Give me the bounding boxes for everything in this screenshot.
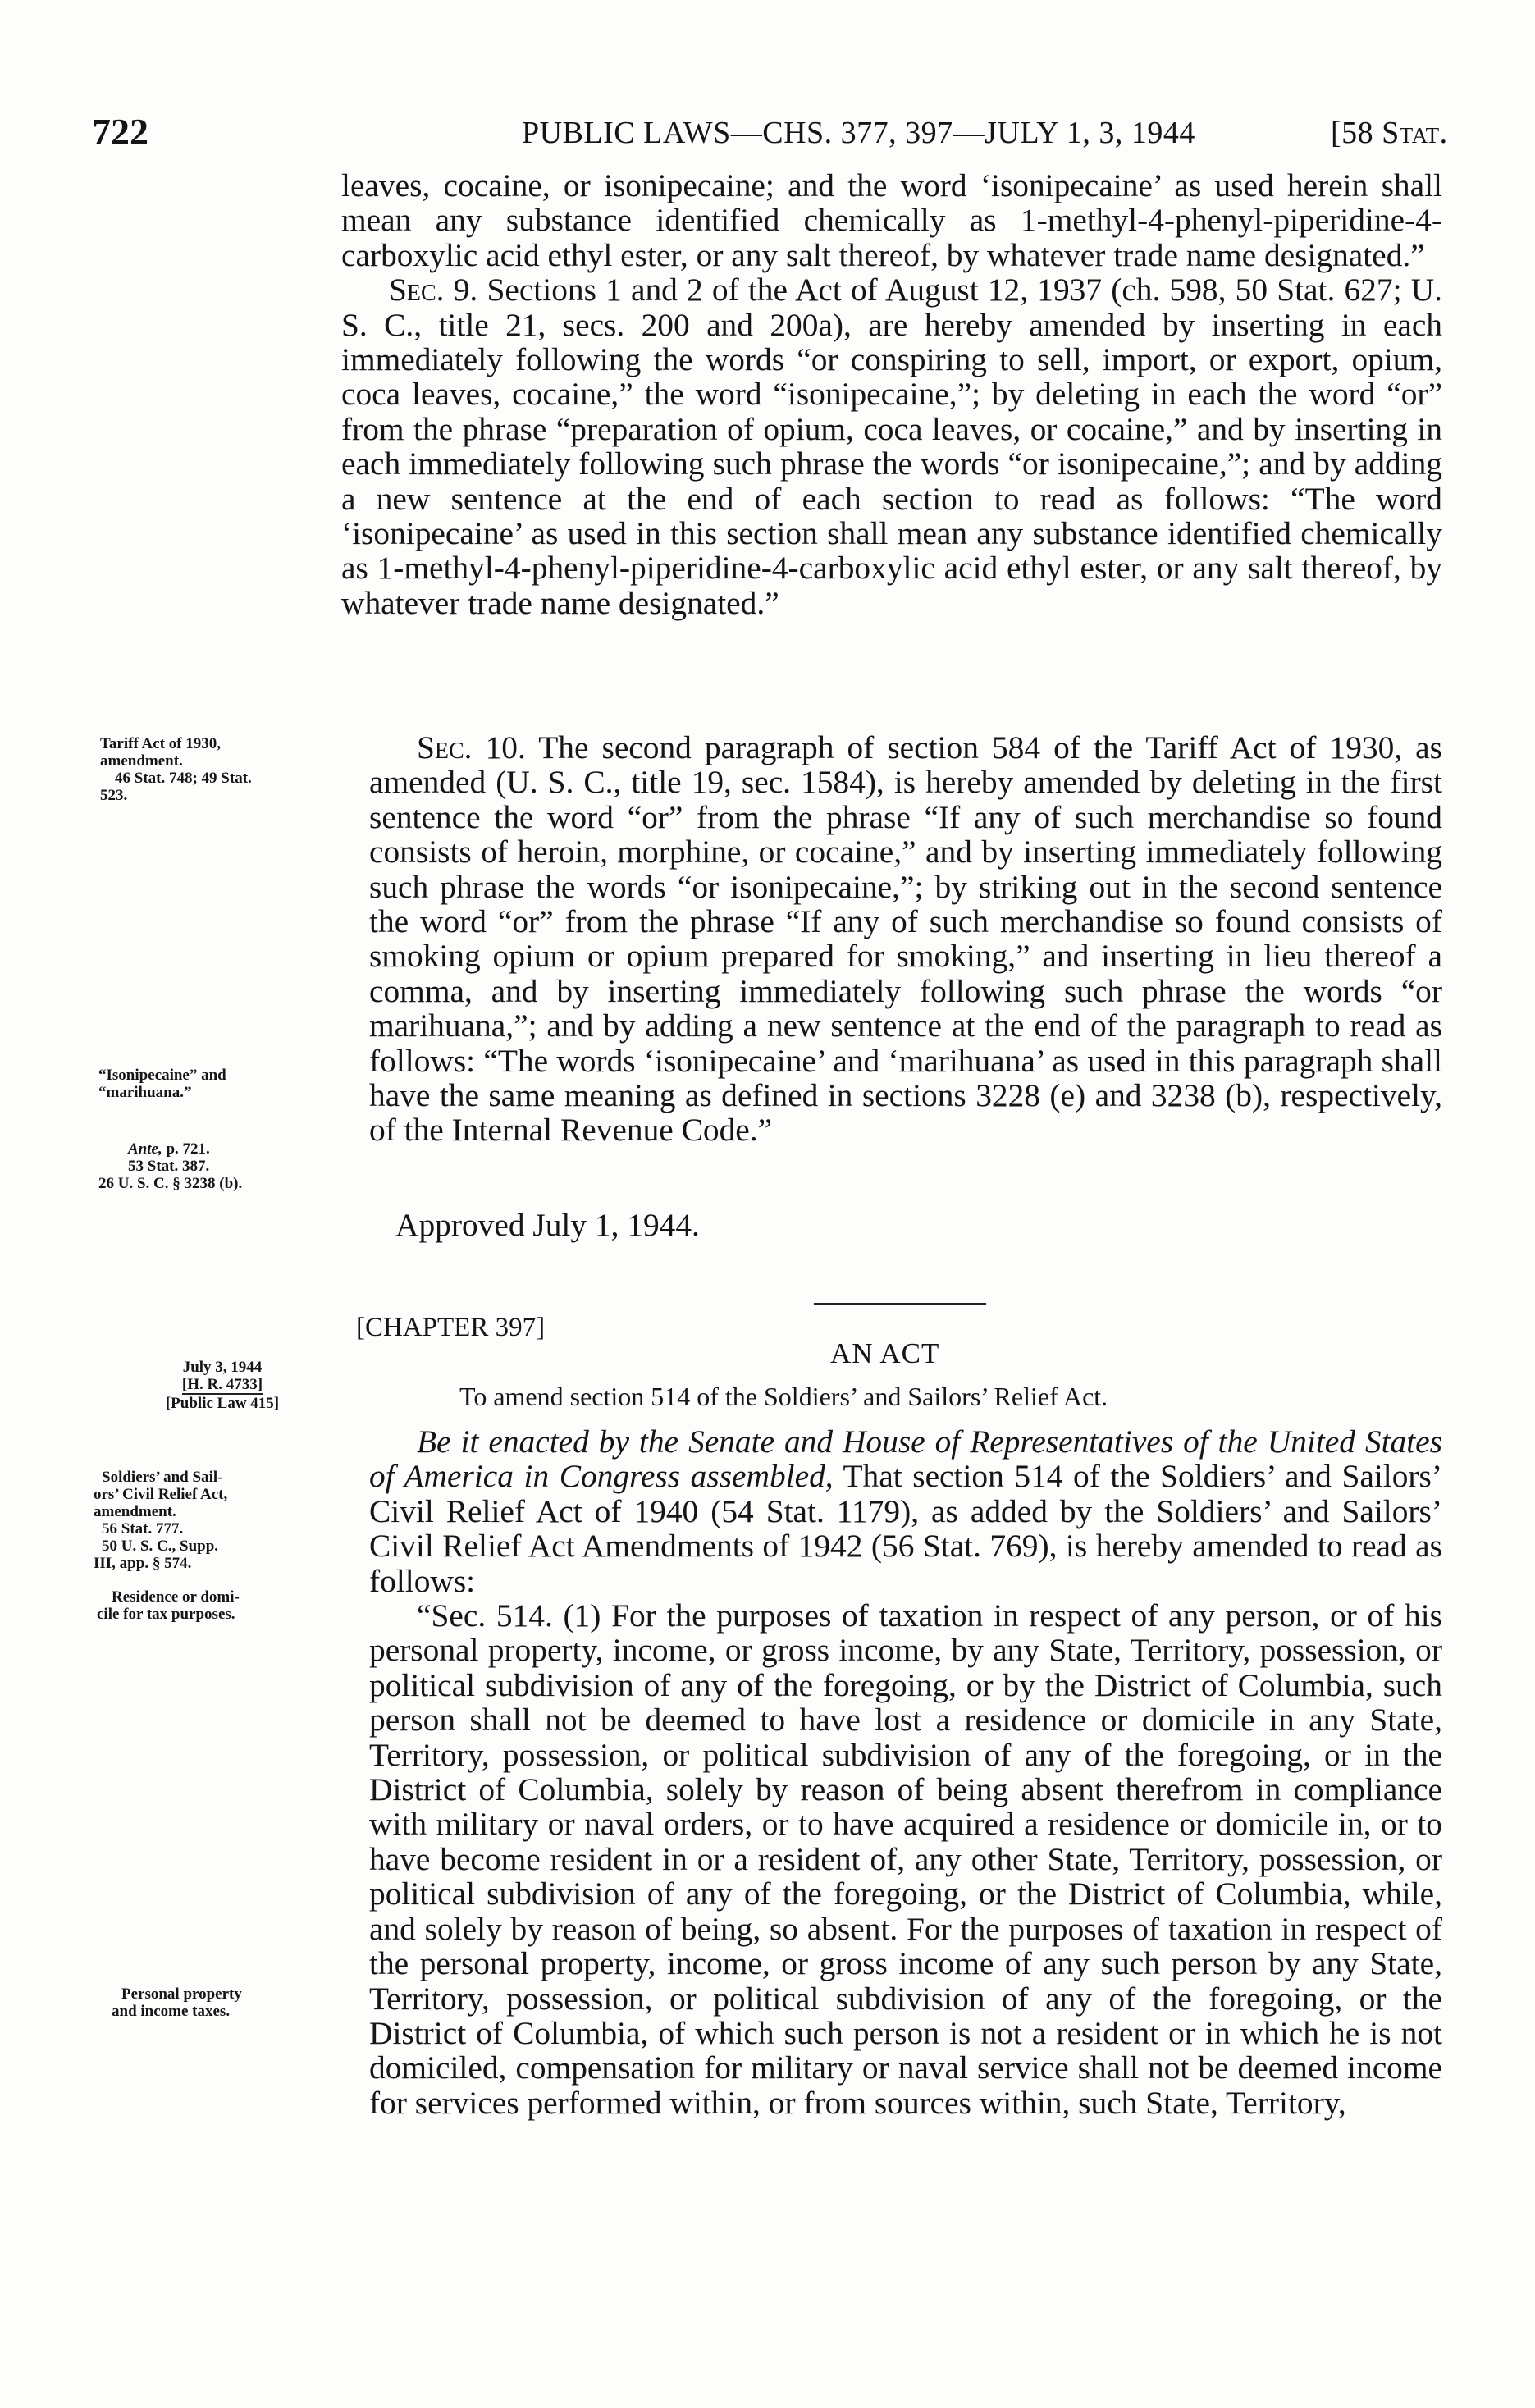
margin-line: 523. bbox=[100, 787, 128, 804]
margin-line: “Isonipecaine” and bbox=[98, 1067, 226, 1084]
margin-line: and income taxes. bbox=[112, 2003, 231, 2020]
margin-line: July 3, 1944 bbox=[182, 1359, 263, 1376]
margin-note-tariff bbox=[100, 735, 252, 804]
paragraph-continuation: leaves, cocaine, or isonipecaine; and the word ‘isonipecaine’ as used herein shall mean any substance identified chemically as 1-methyl-4-phenyl-piperidine-4-carboxylic acid ethyl ester, or any salt thereof, by whatever trade name designated.” bbox=[341, 167, 1442, 273]
chapter-397-text bbox=[369, 1424, 1442, 2120]
approval-line: Approved July 1, 1944. bbox=[395, 1207, 700, 1243]
page-number: 722 bbox=[92, 111, 148, 153]
margin-line bbox=[98, 1140, 242, 1158]
margin-line: 26 U. S. C. § 3238 (b). bbox=[98, 1175, 243, 1192]
margin-line: amendment. bbox=[100, 752, 183, 770]
margin-line: Personal property bbox=[121, 1985, 242, 2003]
ante-italic: Ante, bbox=[128, 1140, 162, 1158]
margin-line: cile for tax purposes. bbox=[97, 1606, 235, 1623]
paragraph-enacting bbox=[369, 1424, 1442, 1598]
paragraph-sec-9 bbox=[341, 272, 1442, 620]
sec-label: Sec. bbox=[389, 272, 445, 308]
enacting-clause: Be it enacted by the Senate and House of Representatives of the United States of America in Congress assembled, bbox=[369, 1423, 1442, 1495]
margin-line: Tariff Act of 1930, bbox=[100, 735, 222, 752]
volume-suffix: Stat. bbox=[1382, 116, 1448, 150]
paragraph-sec-514 bbox=[369, 1598, 1442, 2120]
margin-line-wrap bbox=[136, 1376, 308, 1395]
margin-line: “marihuana.” bbox=[98, 1084, 192, 1101]
chapter-heading: [CHAPTER 397] bbox=[356, 1313, 546, 1342]
paragraph-sec-10-text: 10. The second paragraph of section 584 of the Tariff Act of 1930, as amended (U. S. C., title 19, sec. 1584), is hereby amended by deleting in the first sentence the word “or” from the phrase “If any of such merchandise so found consists of heroin, morphine, or cocaine,” and by inserting immediately following such phrase the words “or isonipecaine,”; by striking out in the second sentence the word “or” from the phrase “If any of such merchandise so found consists of smoking opium or opium prepared for smoking,” and inserting in lieu thereof a comma, and by inserting immediately following such phrase the words “or marihuana,”; and by adding a new sentence at the end of the paragraph to read as follows: “The words ‘isonipecaine’ and ‘marihuana’ as used in this paragraph shall have the same meaning as defined in sections 3228 (e) and 3238 (b), respectively, of the Internal Revenue Code.” bbox=[369, 729, 1442, 1149]
act-purpose: To amend section 514 of the Soldiers’ and Sailors’ Relief Act. bbox=[459, 1382, 1108, 1411]
ante-rest: p. 721. bbox=[162, 1140, 210, 1158]
margin-note-personal bbox=[112, 1985, 242, 2020]
margin-line: [Public Law 415] bbox=[165, 1395, 280, 1412]
sec-label: “Sec. bbox=[417, 1597, 487, 1634]
paragraph-sec-10 bbox=[369, 730, 1442, 1148]
divider-rule bbox=[814, 1303, 986, 1305]
margin-note-dates bbox=[136, 1359, 308, 1412]
margin-line: 56 Stat. 777. bbox=[102, 1520, 184, 1538]
sec-label: Sec. bbox=[417, 729, 473, 765]
act-title: AN ACT bbox=[830, 1337, 940, 1369]
paragraph-sec-9-text: 9. Sections 1 and 2 of the Act of August 12, 1937 (ch. 598, 50 Stat. 627; U. S. C., title 21, secs. 200 and 200a), are hereby amended by inserting in each immediately following the words “or conspiring to sell, import, or export, opium, coca leaves, cocaine,” the word “isonipecaine,”; by deleting in each the word “or” from the phrase “preparation of opium, coca leaves, or cocaine,” and by inserting in each immediately following such phrase the words “or isonipecaine,”; and by adding a new sentence at the end of each section to read as follows: “The word ‘isonipecaine’ as used in this section shall mean any substance identified chemically as 1-methyl-4-phenyl-piperidine-4-carboxylic acid ethyl ester, or any salt thereof, by whatever trade name designated.” bbox=[341, 272, 1442, 621]
running-head: PUBLIC LAWS—CHS. 377, 397—JULY 1, 3, 1944 bbox=[522, 116, 1195, 150]
margin-line: ors’ Civil Relief Act, bbox=[94, 1486, 228, 1503]
margin-note-ante bbox=[98, 1140, 242, 1192]
paragraph-sec-514-text: 514. (1) For the purposes of taxation in respect of any person, or of his personal property, income, or gross income, by any State, Territory, possession, or political subdivision of any of the foregoing, or by the District of Columbia, such person shall not be deemed to have lost a residence or domicile in any State, Territory, possession, or political subdivision of any of the foregoing, or in the District of Columbia, solely by reason of being absent therefrom in compliance with military or naval orders, or to have acquired a residence or domicile in, or to have become resident in or a resident of, any other State, Territory, possession, or political subdivision of any of the foregoing, or the District of Columbia, while, and solely by reason of being, so absent. For the purposes of taxation in respect of the personal property, income, or gross income of any such person by any State, Territory, possession, or political subdivision of any of the foregoing, or the District of Columbia, of which such person is not a resident or in which he is not domiciled, compensation for military or naval service shall not be deemed income for services performed within, or from sources within, such State, Territory, bbox=[369, 1597, 1442, 2121]
volume-prefix: [58 bbox=[1331, 116, 1382, 150]
margin-line: Soldiers’ and Sail- bbox=[102, 1469, 223, 1486]
section-10-text bbox=[369, 730, 1442, 1148]
margin-note-ssrelief bbox=[94, 1469, 227, 1572]
margin-line: [H. R. 4733] bbox=[181, 1376, 263, 1393]
margin-line: III, app. § 574. bbox=[94, 1555, 192, 1572]
margin-line: 53 Stat. 387. bbox=[128, 1158, 210, 1175]
margin-line: 50 U. S. C., Supp. bbox=[102, 1538, 219, 1555]
margin-note-terms bbox=[98, 1067, 226, 1101]
volume-reference bbox=[1331, 115, 1448, 151]
margin-line: amendment. bbox=[94, 1503, 176, 1520]
paragraph-enacting-text: That section 514 of the Soldiers’ and Sailors’ Civil Relief Act of 1940 (54 Stat. 1179), as added by the Soldiers’ and Sailors’ Civil Relief Act Amendments of 1942 (56 Stat. 769), is hereby amended to read as follows: bbox=[369, 1458, 1442, 1599]
margin-note-residence bbox=[97, 1588, 240, 1623]
section-8-9-text bbox=[341, 168, 1442, 620]
margin-line: Residence or domi- bbox=[112, 1588, 240, 1606]
margin-line: 46 Stat. 748; 49 Stat. bbox=[115, 770, 252, 787]
